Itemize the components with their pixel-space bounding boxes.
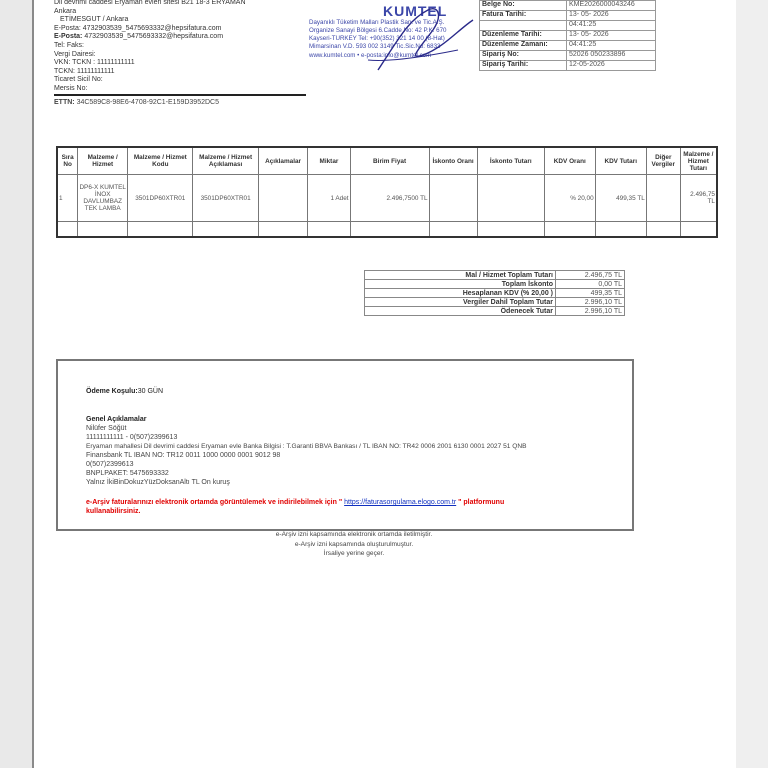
totals-label: Hesaplanan KDV (% 20,00 ) [365,289,556,298]
info-label: Sipariş No: [480,51,567,61]
items-cell [429,175,477,222]
seller-divider [54,94,306,96]
payment-terms-label: Ödeme Koşulu: [86,388,138,395]
info-row [480,21,656,31]
items-cell-empty [429,222,477,238]
totals-row [365,280,625,289]
totals-label: Vergiler Dahil Toplam Tutar [365,298,556,307]
general-notes-title: Genel Açıklamalar [86,416,147,423]
seller-email-2 [54,32,246,41]
items-header-cell: Miktar [308,147,350,175]
items-header-cell: KDV Tutarı [595,147,646,175]
items-cell-empty [258,222,308,238]
info-row [480,41,656,51]
items-header-cell: KDV Oranı [544,147,595,175]
items-header-cell: Açıklamalar [258,147,308,175]
ettn-value: 34C589C8-98E6-4708-92C1-E159D3952DC5 [76,99,219,106]
totals-label: Toplam İskonto [365,280,556,289]
items-cell: 3501DP60XTR01 [128,175,193,222]
items-cell: 1 Adet [308,175,350,222]
signature-icon [348,0,498,75]
info-row [480,61,656,71]
totals-value: 2.996,10 TL [556,298,625,307]
stamp-line-3: Kayseri-TURKEY Tel: +90(352) 321 14 00 (8-Hat) [309,35,445,42]
info-label: Düzenleme Tarihi: [480,31,567,41]
items-header-cell: Sıra No [57,147,78,175]
info-value: KME2026000043246 [567,1,656,11]
totals-table [364,270,625,316]
seller-email-1: E-Posta: 4732903539_5475693332@hepsifatura.com [54,24,222,32]
info-label: Fatura Tarihi: [480,11,567,21]
footer-line-2: e-Arşiv izni kapsamında oluşturulmuştur. [294,540,414,548]
items-cell-empty [308,222,350,238]
notes-line-5: 0(507)2399613 [86,461,134,468]
items-cell-empty [128,222,193,238]
earsiv-notice-text-2: " platformunu [456,499,505,506]
items-cell [477,175,544,222]
items-cell: 2.496,7500 TL [350,175,429,222]
company-stamp [308,0,508,75]
items-cell: 1 [57,175,78,222]
seller-trade-registry: Ticaret Sicil No: [54,76,103,84]
seller-address-line2: Ankara [54,7,77,15]
table-row [57,175,717,222]
stamp-logo: KUMTEL [383,3,448,19]
payment-terms [86,387,163,396]
ettn [54,98,219,107]
seller-mersis: Mersis No: [54,84,88,92]
info-label: Düzenleme Zamanı: [480,41,567,51]
notes-line-2: 11111111111 - 0(507)2399613 [86,434,178,441]
info-value: 12-05-2026 [567,61,656,71]
info-label [480,21,567,31]
seller-address-line3: ETİMESGUT / Ankara [60,16,129,24]
items-header-cell: Malzeme / Hizmet Kodu [128,147,193,175]
earsiv-notice-end: kullanabilirsiniz. [86,508,141,515]
items-header-cell: İskonto Tutarı [477,147,544,175]
seller-phone: Tel: Faks: [54,41,84,49]
info-row [480,1,656,11]
invoice-info-table [479,0,656,71]
payment-terms-value: 30 GÜN [137,388,164,395]
info-value: 13- 05- 2026 [567,11,656,21]
footer-line-3: İrsaliye yerine geçer. [323,550,385,557]
totals-value: 2.496,75 TL [556,271,625,280]
earsiv-link[interactable]: https://faturasorgulama.elogo.com.tr [344,499,457,506]
items-header-cell: Malzeme / Hizmet Açıklaması [193,147,258,175]
info-label: Belge No: [480,1,567,11]
items-cell: 3501DP60XTR01 [193,175,258,222]
totals-value: 0,00 TL [556,280,625,289]
items-cell-empty [57,222,78,238]
notes-line-1: Nilüfer Söğüt [86,425,127,432]
notes-line-3: Eryaman mahallesi Dil devrimi caddesi Eryaman evle Banka Bilgisi : T.Garanti BBVA Bankası / TL IBAN NO: TR42 0006 2001 6130 0001 2027 51 QNB [86,443,527,450]
items-header-cell: İskonto Oranı [429,147,477,175]
items-cell: DP6-X KUMTEL İNOX DAVLUMBAZ TEK LAMBA [78,175,128,222]
totals-row [365,271,625,280]
totals-row [365,307,625,316]
totals-label: Mal / Hizmet Toplam Tutarı [365,271,556,280]
totals-value: 499,35 TL [556,289,625,298]
items-cell-empty [78,222,128,238]
seller-vkn: VKN: TCKN : 11111111111 [54,59,135,67]
ettn-label: ETTN: [54,99,75,106]
info-row [480,31,656,41]
items-table [56,146,718,238]
info-row [480,51,656,61]
notes-line-7: Yalnız İkiBinDokuzYüzDoksanAltı TL On kuruş [86,479,230,486]
invoice-page [32,0,738,768]
items-cell-empty [544,222,595,238]
items-cell: % 20,00 [544,175,595,222]
notes-line-6: BNPLPAKET: 5475693332 [86,470,169,477]
items-cell [646,175,680,222]
items-header-cell: Malzeme / Hizmet Tutarı [680,147,717,175]
info-value: 52026 050233896 [567,51,656,61]
earsiv-notice [86,498,504,507]
totals-row [365,298,625,307]
info-value: 04:41:25 [567,21,656,31]
items-cell: 499,35 TL [595,175,646,222]
seller-address-line1: Dil devrimi caddesi Eryaman evleri sitesi B21 18-3 ERYAMAN [54,0,246,6]
items-cell-empty [477,222,544,238]
items-cell-empty [646,222,680,238]
seller-email-2-label: E-Posta: [54,33,83,41]
items-cell [258,175,308,222]
seller-email-2-value: 4732903539_5475693332@hepsifatura.com [84,33,224,41]
info-row [480,11,656,21]
earsiv-notice-text: e-Arşiv faturalarınızı elektronik ortamda görüntülemek ve indirilebilmek için " [86,499,345,506]
items-cell-empty [680,222,717,238]
items-cell-empty [350,222,429,238]
notes-line-4: Finansbank TL IBAN NO: TR12 0011 1000 0000 0001 9012 98 [86,452,281,459]
table-row-empty [57,222,717,238]
items-header-cell: Birim Fiyat [350,147,429,175]
stamp-line-4: Mimarsinan V.D. 593 002 3149 Tic.Sic.No: 6833 [309,43,441,50]
seller-tax-office: Vergi Dairesi: [54,50,96,58]
notes-box [56,359,634,531]
footer-line-1: e-Arşiv izni kapsamında elektronik ortamda iletilmiştir. [275,531,433,538]
info-label: Sipariş Tarihi: [480,61,567,71]
totals-value: 2.996,10 TL [556,307,625,316]
viewer-background [736,0,768,768]
totals-row [365,289,625,298]
items-header-cell: Diğer Vergiler [646,147,680,175]
stamp-line-2: Organize Sanayi Bölgesi 6.Cadde No: 42 P.K. 670 [309,27,447,34]
stamp-line-5: www.kumtel.com • e-posta:info@kumtel.com [309,52,432,59]
items-cell: 2.496,75 TL [680,175,717,222]
info-value: 13- 05- 2026 [567,31,656,41]
totals-label: Ödenecek Tutar [365,307,556,316]
items-header-cell: Malzeme / Hizmet [78,147,128,175]
stamp-line-1: Dayanıklı Tüketim Malları Plastik San. ve Tic.A.Ş. [309,19,445,26]
footer [224,530,484,559]
items-cell-empty [595,222,646,238]
seller-tckn: TCKN: 11111111111 [54,67,115,75]
items-cell-empty [193,222,258,238]
info-value: 04:41:25 [567,41,656,51]
seller-info [54,0,246,93]
